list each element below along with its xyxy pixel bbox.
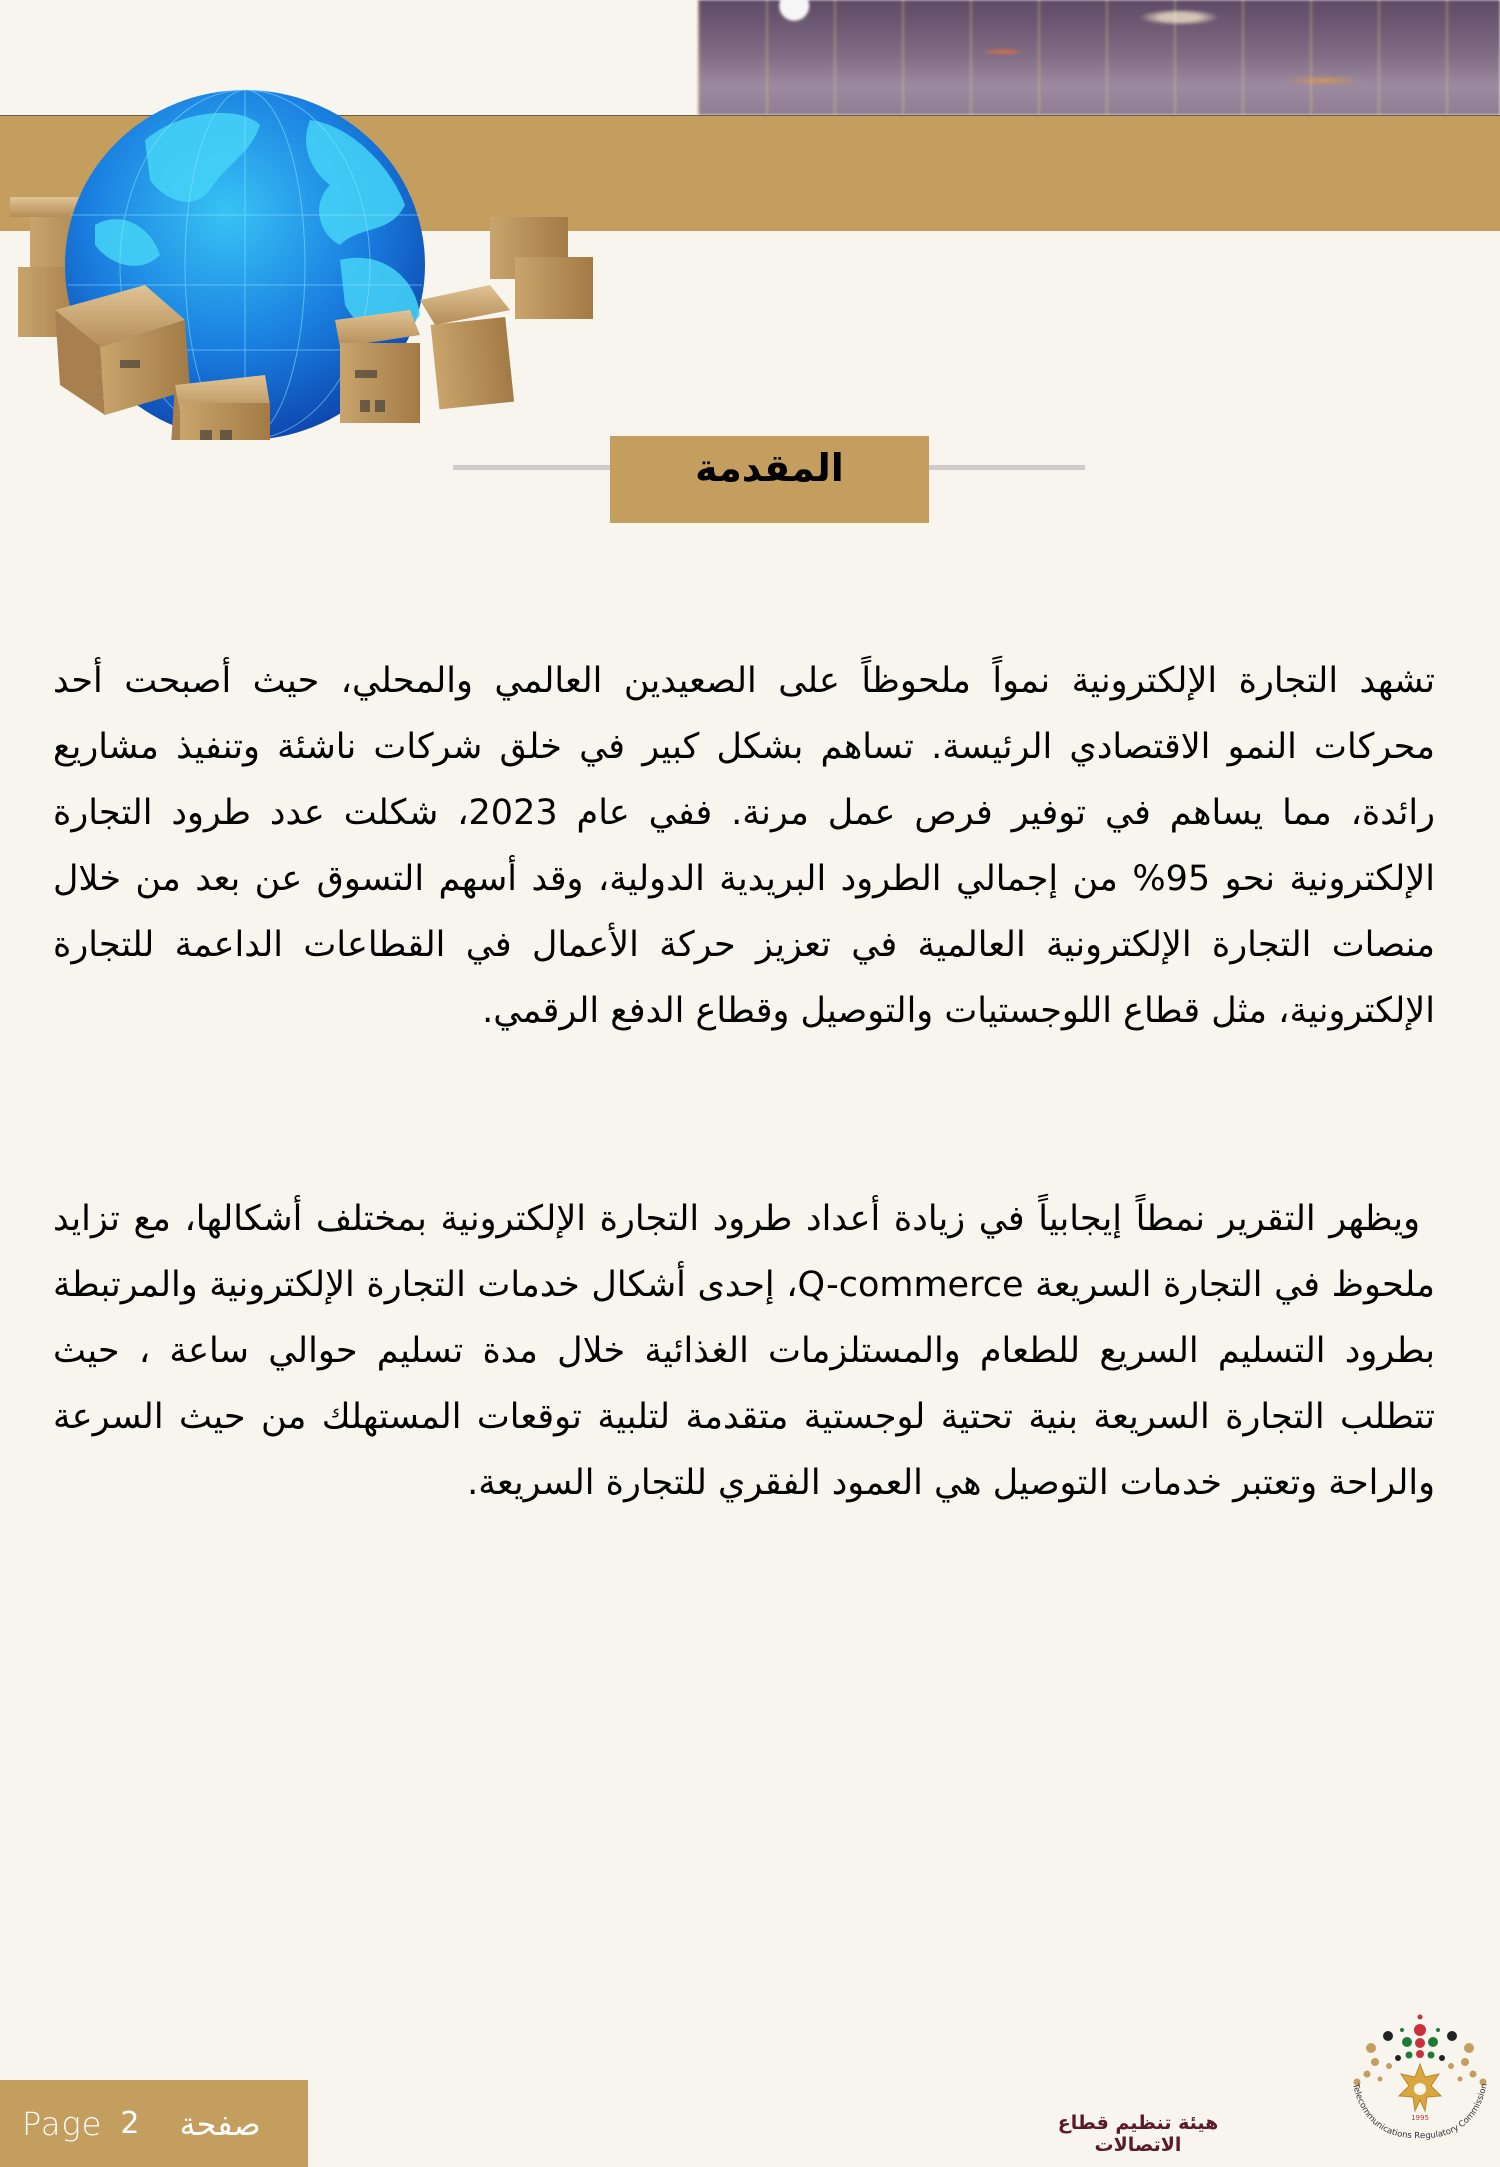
page-number: 2 — [120, 2106, 140, 2141]
page-number-box — [0, 2080, 308, 2167]
section-title-box — [610, 436, 929, 523]
trc-logo-icon — [1345, 2012, 1495, 2142]
body-paragraph-2: ويظهر التقرير نمطاً إيجابياً في زيادة أعداد طرود التجارة الإلكترونية بمختلف أشكالها، مع تزايد ملحوظ في التجارة السريعة Q-commerce، إحدى أشكال خدمات التجارة الإلكترونية والمرتبطة بطرود التسليم السريع للطعام والمستلزمات الغذائية خلال مدة تسليم حوالي ساعة ، حيث تتطلب التجارة السريعة بنية تحتية لوجستية متقدمة لتلبية توقعات المستهلك من حيث السرعة والراحة وتعتبر خدمات التوصيل هي العمود الفقري للتجارة السريعة. — [53, 1199, 1435, 1503]
svg-text:Telecommunications Regulatory: Telecommunications Regulatory Commission — [1350, 2082, 1490, 2142]
svg-text:1995: 1995 — [1411, 2114, 1429, 2122]
body-paragraph-1: تشهد التجارة الإلكترونية نمواً ملحوظاً على الصعيدين العالمي والمحلي، حيث أصبحت أحد محركات النمو الاقتصادي الرئيسة. تساهم بشكل كبير في خلق شركات ناشئة وتنفيذ مشاريع رائدة، مما يساهم في توفير فرص عمل مرنة. ففي عام 2023، شكلت عدد طرود التجارة الإلكترونية نحو 95% من إجمالي الطرود البريدية الدولية، وقد أسهم التسوق عن بعد من خلال منصات التجارة الإلكترونية العالمية في تعزيز حركة الأعمال في القطاعات الداعمة للتجارة الإلكترونية، مثل قطاع اللوجستيات والتوصيل وقطاع الدفع الرقمي. — [53, 661, 1436, 1031]
header-city-photo — [698, 0, 1500, 115]
section-title: المقدمة — [695, 446, 844, 490]
globe-parcels-image — [10, 85, 600, 440]
page-label-arabic: صفحة — [179, 2104, 261, 2143]
page-label: Page — [22, 2104, 103, 2143]
organization-name: هيئة تنظيم قطاع الاتصالات — [1057, 2112, 1219, 2156]
